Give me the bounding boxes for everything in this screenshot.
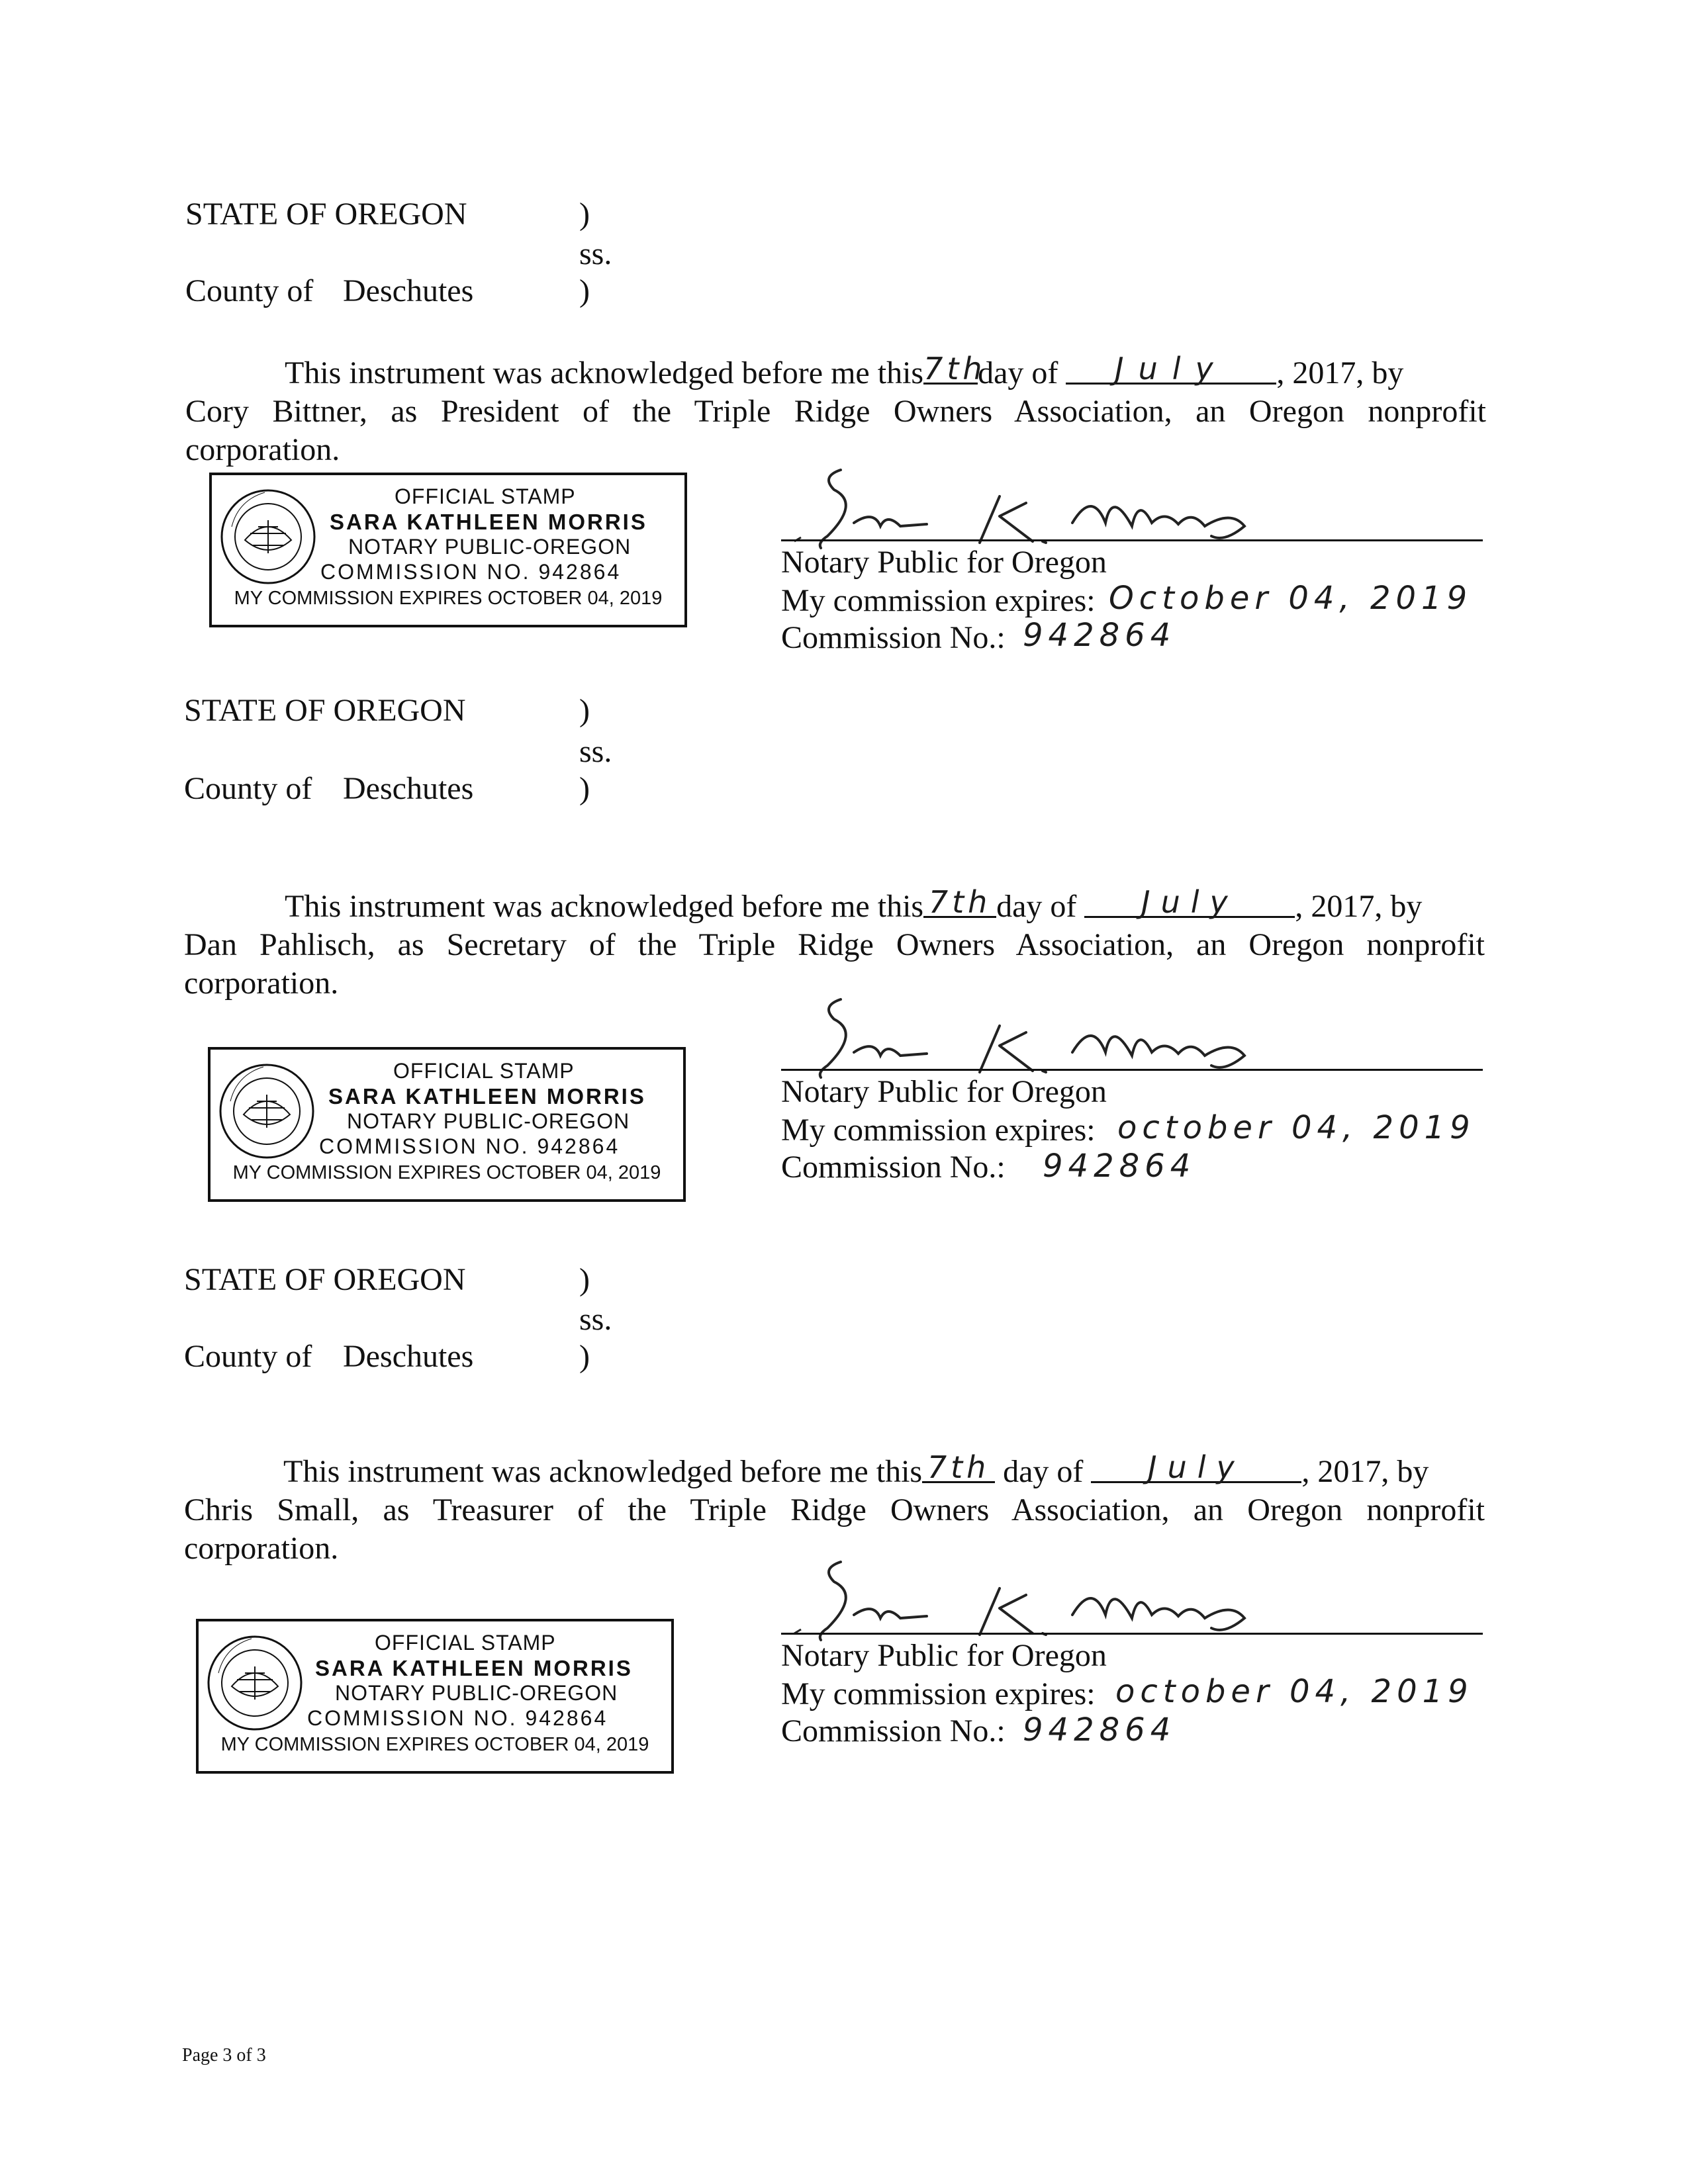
ack-text: This instrument was acknowledged before me this: [285, 889, 924, 924]
notary-label: Notary Public for Oregon: [781, 1638, 1107, 1673]
ack-line-2: Chris Small, as Treasurer of the Triple Ridge Owners Association, an Oregon nonprofit: [184, 1492, 1485, 1527]
state-seal-icon: [217, 1062, 316, 1161]
expires-label: My commission expires:: [781, 1113, 1096, 1148]
stamp-commission: COMMISSION NO. 942864: [307, 1706, 608, 1730]
commission-handwritten: 942864: [1023, 1711, 1176, 1749]
stamp-expires: MY COMMISSION EXPIRES OCTOBER 04, 2019: [232, 1162, 661, 1183]
stamp-role: NOTARY PUBLIC-OREGON: [348, 535, 632, 559]
paren-open: ): [579, 197, 590, 232]
commission-label: Commission No.:: [781, 1713, 1006, 1749]
day-handwritten: 7th: [927, 1449, 990, 1485]
expires-handwritten: october 04, 2019: [1117, 1109, 1476, 1146]
day-handwritten: 7th: [923, 351, 986, 387]
ss-label: ss.: [579, 236, 612, 271]
state-seal-icon: [205, 1633, 305, 1733]
official-stamp: [196, 1619, 674, 1774]
day-of-text: day of: [1003, 1454, 1084, 1489]
day-of-text: day of: [996, 889, 1077, 924]
ack-line-2: Dan Pahlisch, as Secretary of the Triple Ridge Owners Association, an Oregon nonprofit: [184, 927, 1485, 962]
month-blank: [1091, 1449, 1301, 1485]
signature-line: [781, 1069, 1483, 1071]
stamp-role: NOTARY PUBLIC-OREGON: [335, 1681, 618, 1705]
county-name: Deschutes: [343, 273, 474, 308]
stamp-expires: MY COMMISSION EXPIRES OCTOBER 04, 2019: [234, 588, 663, 609]
commission-label: Commission No.:: [781, 620, 1006, 655]
month-handwritten: July: [1115, 351, 1228, 387]
day-of-text: day of: [978, 355, 1058, 390]
year-text: , 2017, by: [1276, 355, 1404, 390]
stamp-commission: COMMISSION NO. 942864: [320, 560, 622, 584]
stamp-role: NOTARY PUBLIC-OREGON: [347, 1109, 630, 1133]
month-blank: [1084, 884, 1295, 920]
month-handwritten: July: [1148, 1449, 1245, 1485]
day-handwritten: 7th: [928, 884, 992, 920]
month-handwritten: July: [1141, 884, 1239, 920]
commission-handwritten: 942864: [1043, 1148, 1196, 1185]
expires-handwritten: october 04, 2019: [1115, 1673, 1474, 1710]
stamp-notary-name: SARA KATHLEEN MORRIS: [315, 1656, 633, 1680]
notary-signature: [781, 993, 1284, 1085]
paren-close: ): [579, 771, 590, 806]
state-heading: STATE OF OREGON: [185, 197, 467, 232]
commission-handwritten: 942864: [1023, 617, 1176, 654]
commission-label: Commission No.:: [781, 1150, 1006, 1185]
ack-line-3: corporation.: [184, 966, 339, 1001]
paren-close: ): [579, 273, 590, 308]
stamp-commission: COMMISSION NO. 942864: [319, 1134, 620, 1158]
expires-handwritten: October 04, 2019: [1109, 580, 1473, 617]
stamp-expires: MY COMMISSION EXPIRES OCTOBER 04, 2019: [220, 1734, 649, 1755]
ack-text: This instrument was acknowledged before me this: [283, 1454, 923, 1489]
page-number: Page 3 of 3: [182, 2045, 266, 2066]
paren-open: ): [579, 1262, 590, 1297]
paren-close: ): [579, 1339, 590, 1374]
year-text: , 2017, by: [1295, 889, 1423, 924]
ss-label: ss.: [579, 734, 612, 769]
year-text: , 2017, by: [1301, 1454, 1429, 1489]
expires-label: My commission expires:: [781, 583, 1096, 618]
county-name: Deschutes: [343, 1339, 474, 1374]
day-blank: [923, 884, 996, 920]
notary-label: Notary Public for Oregon: [781, 545, 1107, 580]
expires-label: My commission expires:: [781, 1676, 1096, 1711]
stamp-notary-name: SARA KATHLEEN MORRIS: [328, 1084, 646, 1109]
stamp-notary-name: SARA KATHLEEN MORRIS: [330, 510, 647, 534]
day-blank: [922, 1449, 995, 1485]
official-stamp: [208, 1047, 686, 1202]
state-heading: STATE OF OREGON: [184, 693, 466, 728]
stamp-title: OFFICIAL STAMP: [395, 484, 576, 508]
acknowledgment-paragraph: [184, 1449, 1485, 1568]
signature-line: [781, 1633, 1483, 1635]
stamp-title: OFFICIAL STAMP: [393, 1059, 575, 1083]
county-label: County of: [184, 771, 312, 806]
ack-line-3: corporation.: [185, 432, 340, 467]
ack-line-2: Cory Bittner, as President of the Triple Ridge Owners Association, an Oregon nonprofit: [185, 394, 1486, 429]
acknowledgment-paragraph: [184, 884, 1485, 1003]
ack-line-3: corporation.: [184, 1531, 339, 1566]
county-label: County of: [185, 273, 314, 308]
ack-text: This instrument was acknowledged before me this: [285, 355, 924, 390]
county-name: Deschutes: [343, 771, 474, 806]
stamp-title: OFFICIAL STAMP: [375, 1631, 556, 1655]
paren-open: ): [579, 693, 590, 728]
notary-label: Notary Public for Oregon: [781, 1074, 1107, 1109]
ss-label: ss.: [579, 1302, 612, 1337]
state-heading: STATE OF OREGON: [184, 1262, 466, 1297]
county-label: County of: [184, 1339, 312, 1374]
